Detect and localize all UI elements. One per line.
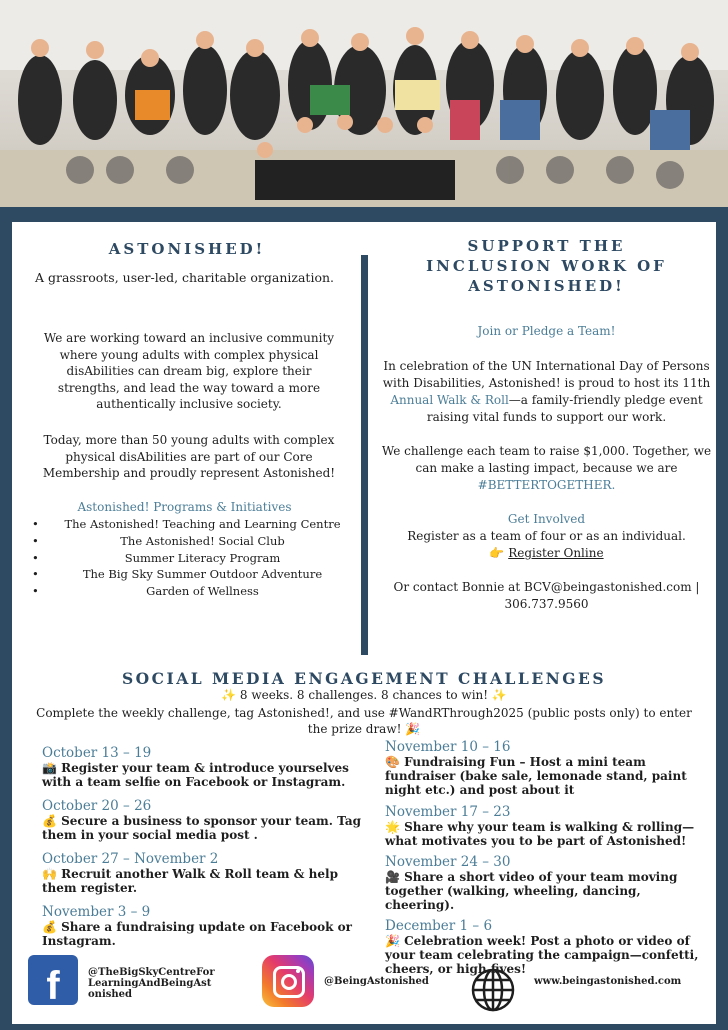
program-item: • The Astonished! Social Club xyxy=(32,533,357,550)
support-title-line: INCLUSION WORK OF xyxy=(426,257,667,275)
walk-roll-text-a: In celebration of the UN International Day of Persons with Disabilities, Astonished! is proud to host its 11th xyxy=(382,359,711,390)
challenge-week xyxy=(42,851,362,895)
instagram-icon[interactable] xyxy=(262,955,314,1007)
challenge-week-text: 📸 Register your team & introduce yourselves with a team selfie on Facebook or Instagram. xyxy=(42,761,349,789)
facebook-handle[interactable]: @TheBigSkyCentreForLearningAndBeingAstonished xyxy=(88,967,215,1000)
group-photo xyxy=(0,0,728,207)
instagram-handle[interactable]: @BeingAstonished xyxy=(324,976,429,987)
challenge-week-text: 💰 Share a fundraising update on Facebook or Instagram. xyxy=(42,920,352,948)
column-divider xyxy=(361,255,368,655)
social-challenges-title: SOCIAL MEDIA ENGAGEMENT CHALLENGES xyxy=(121,669,607,688)
challenge-paragraph xyxy=(377,443,716,494)
challenge-week-text: 🎨 Fundraising Fun – Host a mini team fundraiser (bake sale, lemonade stand, paint night etc.) and post about it xyxy=(385,755,687,797)
walk-roll-text-b: —a family-friendly pledge event raising vital funds to support our work. xyxy=(426,393,703,424)
challenge-week-text: 🎉 Celebration week! Post a photo or video of your team celebrating the campaign—confetti, cheers, or high fives! xyxy=(385,934,699,976)
challenge-text: We challenge each team to raise $1,000. Together, we can make a lasting impact, because we are xyxy=(381,444,712,475)
programs-list xyxy=(32,516,357,600)
challenge-week-date: October 27 – November 2 xyxy=(42,851,219,867)
challenge-week-date: November 17 – 23 xyxy=(385,804,511,820)
group-photo-illustration xyxy=(0,0,728,207)
support-title xyxy=(377,236,716,296)
program-item: • Summer Literacy Program xyxy=(32,550,357,567)
about-title: ASTONISHED! xyxy=(108,240,266,258)
challenge-week xyxy=(385,854,705,912)
challenge-week-text: 🙌 Recruit another Walk & Roll team & help them register. xyxy=(42,867,338,895)
register-block xyxy=(377,528,716,562)
about-paragraph-mission: We are working toward an inclusive community where young adults with complex physical disAbilities can dream big, explore their strengths, and lead the way toward a more authentically inclusive society. xyxy=(43,331,335,412)
register-text: Register as a team of four or as an individual. xyxy=(407,529,686,543)
challenge-week-date: November 10 – 16 xyxy=(385,739,511,755)
walk-roll-event-name: Annual Walk & Roll xyxy=(390,393,509,407)
challenge-week-date: October 20 – 26 xyxy=(42,798,152,814)
get-involved-heading: Get Involved xyxy=(507,512,586,526)
social-challenges-intro: Complete the weekly challenge, tag Astonished!, and use #WandRThrough2025 (public posts only) to enter the prize draw! 🎉 xyxy=(36,706,692,736)
about-subtitle: A grassroots, user-led, charitable organization. xyxy=(34,270,334,285)
program-item: • The Big Sky Summer Outdoor Adventure xyxy=(32,566,357,583)
support-title-line: ASTONISHED! xyxy=(468,277,625,295)
challenge-week xyxy=(385,804,705,848)
program-item: • The Astonished! Teaching and Learning Centre xyxy=(32,516,357,533)
contact-text: Or contact Bonnie at BCV@beingastonished.com | 306.737.9560 xyxy=(393,580,700,611)
challenge-week xyxy=(385,739,705,797)
support-title-line: SUPPORT THE xyxy=(467,237,626,255)
programs-title: Astonished! Programs & Initiatives xyxy=(77,500,292,514)
social-challenges-subtitle: ✨ 8 weeks. 8 challenges. 8 chances to win! ✨ xyxy=(221,688,507,702)
challenge-week xyxy=(42,904,362,948)
about-paragraph-membership: Today, more than 50 young adults with complex physical disAbilities are part of our Core Membership and proudly represent Astonished! xyxy=(42,433,336,481)
register-online-link[interactable]: Register Online xyxy=(508,546,604,560)
website-link[interactable]: www.beingastonished.com xyxy=(534,976,682,987)
challenge-week-date: October 13 – 19 xyxy=(42,745,152,761)
challenge-week-date: November 24 – 30 xyxy=(385,854,511,870)
pointing-hand-icon: 👉 xyxy=(489,546,505,560)
better-together-hashtag: #BETTERTOGETHER. xyxy=(477,478,616,492)
content-card xyxy=(12,222,716,1024)
program-item: • Garden of Wellness xyxy=(32,583,357,600)
globe-icon[interactable] xyxy=(470,967,516,1013)
challenge-week-text: 🎥 Share a short video of your team moving together (walking, wheeling, dancing, cheering). xyxy=(385,870,678,912)
challenge-week-date: December 1 – 6 xyxy=(385,918,493,934)
challenge-week xyxy=(42,798,362,842)
facebook-icon[interactable]: f xyxy=(28,955,78,1005)
challenge-week-text: 🌟 Share why your team is walking & rolling—what motivates you to be part of Astonished! xyxy=(385,820,695,848)
challenge-week-date: November 3 – 9 xyxy=(42,904,151,920)
walk-roll-paragraph xyxy=(377,358,716,426)
challenge-week-text: 💰 Secure a business to sponsor your team. Tag them in your social media post . xyxy=(42,814,362,842)
join-heading: Join or Pledge a Team! xyxy=(477,324,616,338)
challenge-week xyxy=(385,918,705,976)
challenge-week xyxy=(42,745,362,789)
